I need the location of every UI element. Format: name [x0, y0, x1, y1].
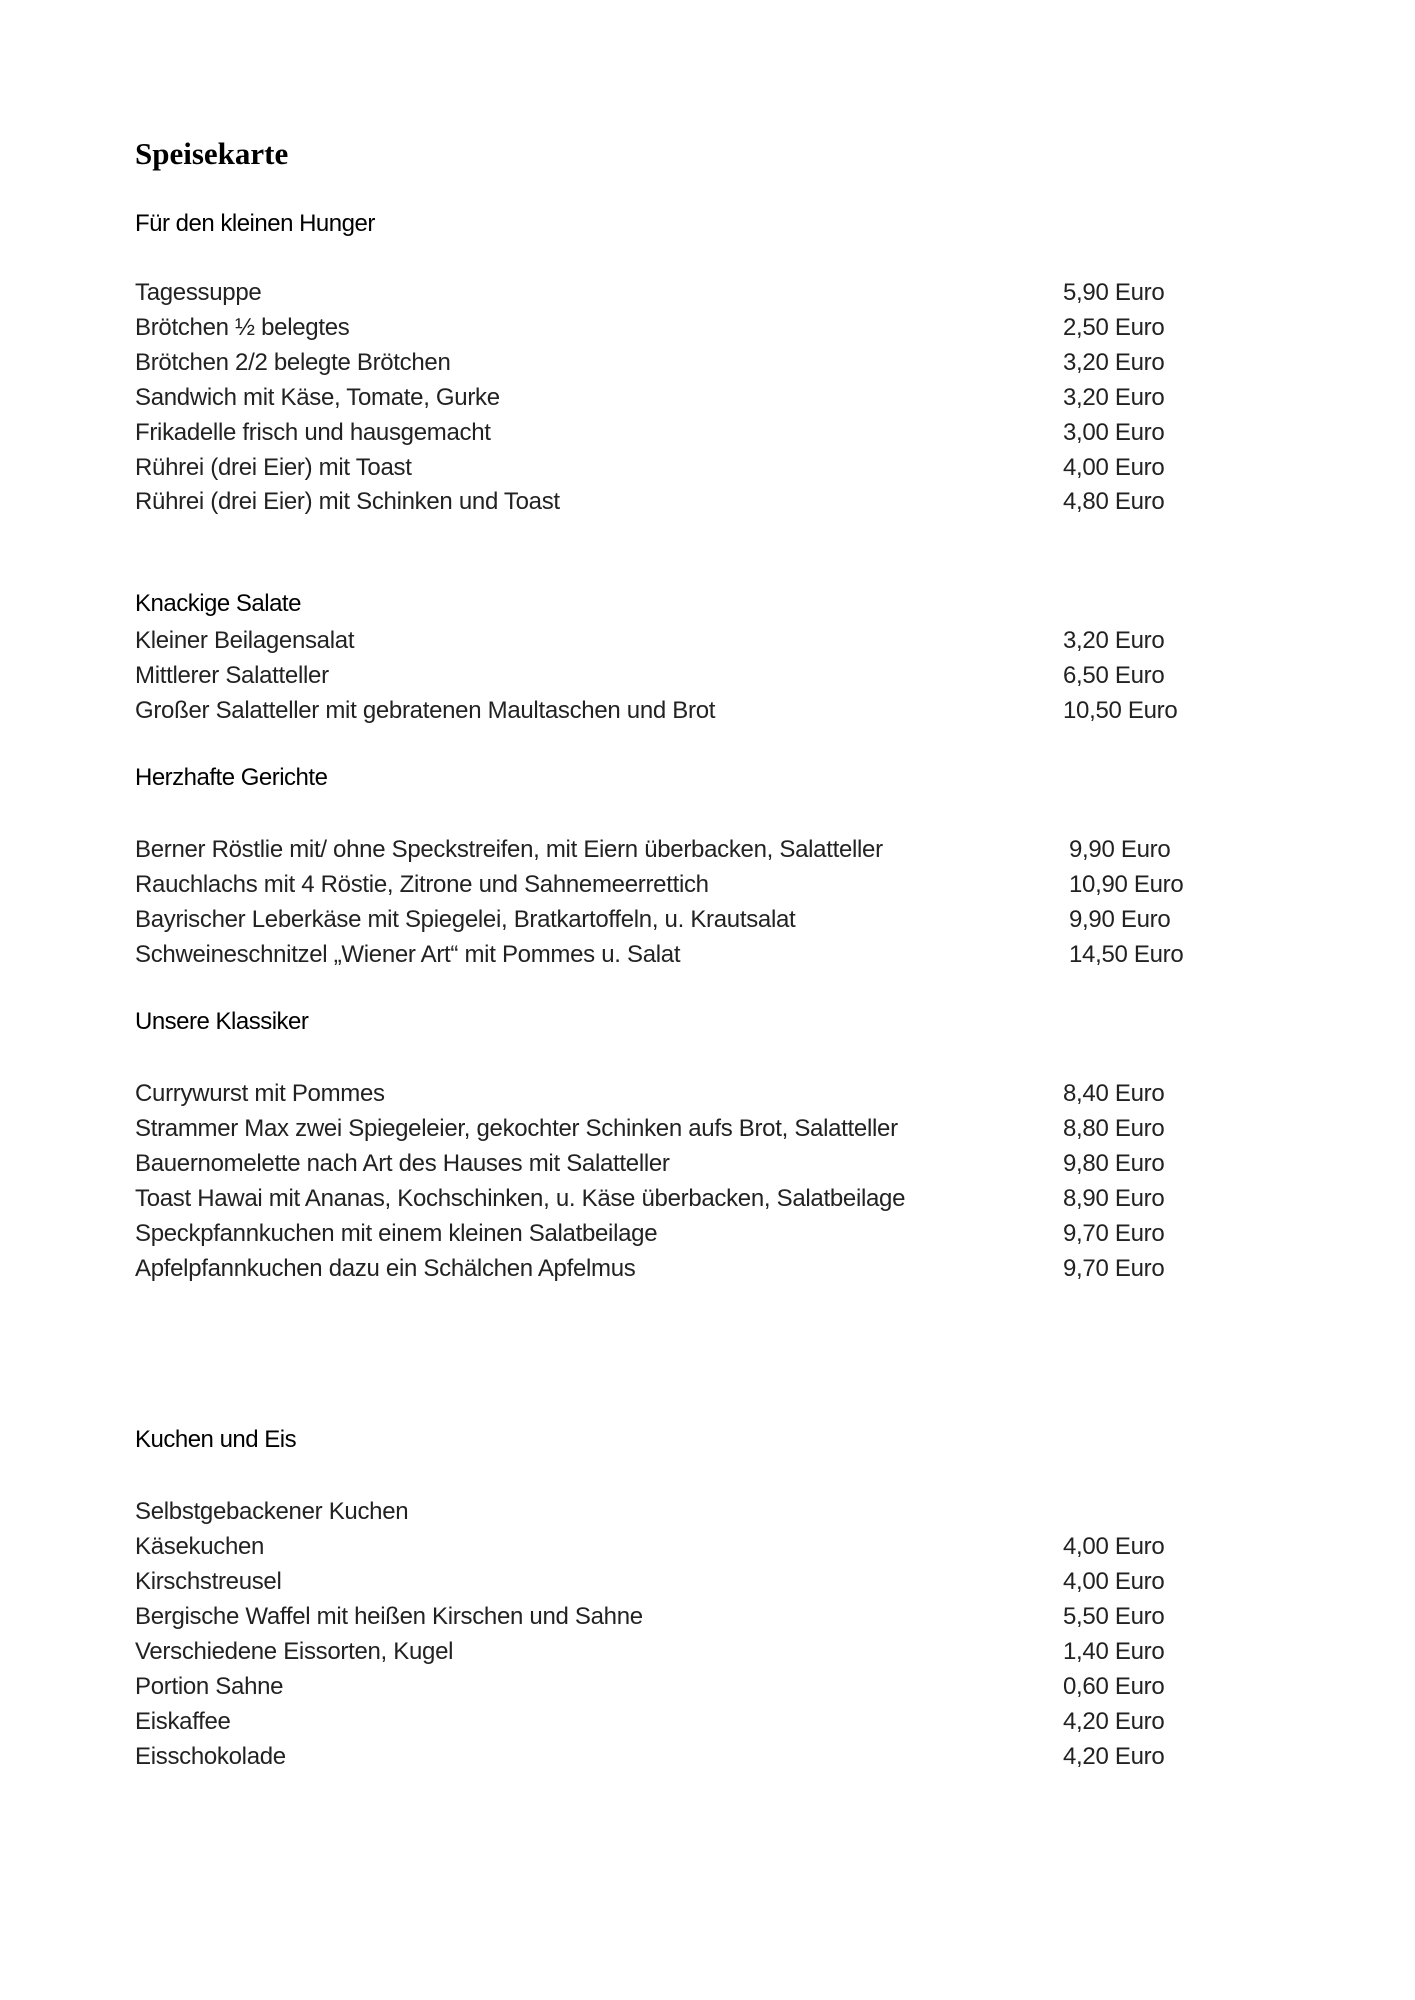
item-price: 0,60 Euro	[1063, 1673, 1165, 1700]
item-price: 3,20 Euro	[1063, 384, 1165, 411]
item-name: Eiskaffee	[135, 1708, 231, 1735]
menu-item	[135, 1076, 1285, 1111]
item-name: Mittlerer Salatteller	[135, 662, 329, 689]
menu-item	[135, 902, 1285, 937]
item-price: 4,20 Euro	[1063, 1708, 1165, 1735]
item-price: 5,90 Euro	[1063, 279, 1165, 306]
item-price: 6,50 Euro	[1063, 662, 1165, 689]
item-price: 10,90 Euro	[1069, 871, 1184, 898]
item-name: Strammer Max zwei Spiegeleier, gekochter Schinken aufs Brot, Salatteller	[135, 1115, 898, 1142]
menu-item	[135, 450, 1285, 485]
item-price: 8,90 Euro	[1063, 1185, 1165, 1212]
item-price: 9,70 Euro	[1063, 1255, 1165, 1282]
item-name: Selbstgebackener Kuchen	[135, 1498, 409, 1525]
item-price: 4,20 Euro	[1063, 1743, 1165, 1770]
item-price: 9,90 Euro	[1069, 906, 1171, 933]
item-price: 5,50 Euro	[1063, 1603, 1165, 1630]
menu-item	[135, 1216, 1285, 1251]
menu-item	[135, 1146, 1285, 1181]
item-price: 8,80 Euro	[1063, 1115, 1165, 1142]
menu-item	[135, 658, 1285, 693]
menu-item	[135, 1599, 1285, 1634]
item-price: 8,40 Euro	[1063, 1080, 1165, 1107]
menu-item	[135, 345, 1285, 380]
menu-item	[135, 867, 1285, 902]
item-name: Currywurst mit Pommes	[135, 1080, 385, 1107]
item-price: 9,90 Euro	[1069, 836, 1171, 863]
menu-item	[135, 380, 1285, 415]
menu-item	[135, 310, 1285, 345]
section-heading-herzhafte-gerichte: Herzhafte Gerichte	[135, 764, 328, 791]
menu-item	[135, 1111, 1285, 1146]
item-name: Großer Salatteller mit gebratenen Maultaschen und Brot	[135, 697, 716, 724]
item-name: Eisschokolade	[135, 1743, 286, 1770]
menu-item	[135, 832, 1285, 867]
menu-item	[135, 1251, 1285, 1286]
menu-item	[135, 1634, 1285, 1669]
item-name: Toast Hawai mit Ananas, Kochschinken, u. Käse überbacken, Salatbeilage	[135, 1185, 906, 1212]
item-price: 4,00 Euro	[1063, 454, 1165, 481]
item-name: Bergische Waffel mit heißen Kirschen und Sahne	[135, 1603, 643, 1630]
menu-item	[135, 1564, 1285, 1599]
menu-item	[135, 1494, 1285, 1529]
item-price: 2,50 Euro	[1063, 314, 1165, 341]
page-title: Speisekarte	[135, 136, 289, 171]
item-price: 9,70 Euro	[1063, 1220, 1165, 1247]
item-price: 4,80 Euro	[1063, 488, 1165, 515]
item-name: Verschiedene Eissorten, Kugel	[135, 1638, 454, 1665]
menu-item	[135, 484, 1285, 519]
item-name: Tagessuppe	[135, 279, 262, 306]
item-name: Brötchen ½ belegtes	[135, 314, 350, 341]
section-heading-kleiner-hunger: Für den kleinen Hunger	[135, 210, 375, 237]
item-name: Rührei (drei Eier) mit Toast	[135, 454, 412, 481]
item-name: Frikadelle frisch und hausgemacht	[135, 419, 491, 446]
item-name: Brötchen 2/2 belegte Brötchen	[135, 349, 451, 376]
section-heading-kuchen-und-eis: Kuchen und Eis	[135, 1426, 297, 1453]
item-name: Rührei (drei Eier) mit Schinken und Toast	[135, 488, 560, 515]
item-name: Speckpfannkuchen mit einem kleinen Salatbeilage	[135, 1220, 658, 1247]
item-name: Rauchlachs mit 4 Röstie, Zitrone und Sahnemeerrettich	[135, 871, 709, 898]
menu-item	[135, 937, 1285, 972]
item-name: Sandwich mit Käse, Tomate, Gurke	[135, 384, 500, 411]
menu-item	[135, 623, 1285, 658]
item-name: Apfelpfannkuchen dazu ein Schälchen Apfelmus	[135, 1255, 636, 1282]
menu-item	[135, 693, 1285, 728]
item-price: 3,00 Euro	[1063, 419, 1165, 446]
item-name: Portion Sahne	[135, 1673, 284, 1700]
menu-item	[135, 1181, 1285, 1216]
item-name: Berner Röstlie mit/ ohne Speckstreifen, mit Eiern überbacken, Salatteller	[135, 836, 883, 863]
item-name: Bayrischer Leberkäse mit Spiegelei, Bratkartoffeln, u. Krautsalat	[135, 906, 796, 933]
item-name: Käsekuchen	[135, 1533, 265, 1560]
item-name: Kirschstreusel	[135, 1568, 282, 1595]
item-price: 9,80 Euro	[1063, 1150, 1165, 1177]
item-price: 3,20 Euro	[1063, 627, 1165, 654]
section-heading-salate: Knackige Salate	[135, 590, 301, 617]
item-price: 4,00 Euro	[1063, 1533, 1165, 1560]
item-price: 14,50 Euro	[1069, 941, 1184, 968]
menu-item	[135, 1669, 1285, 1704]
item-name: Bauernomelette nach Art des Hauses mit Salatteller	[135, 1150, 670, 1177]
menu-item	[135, 275, 1285, 310]
menu-item	[135, 1704, 1285, 1739]
item-name: Schweineschnitzel „Wiener Art“ mit Pommes u. Salat	[135, 941, 681, 968]
section-heading-klassiker: Unsere Klassiker	[135, 1008, 309, 1035]
item-price: 3,20 Euro	[1063, 349, 1165, 376]
menu-item	[135, 1529, 1285, 1564]
item-price: 1,40 Euro	[1063, 1638, 1165, 1665]
item-price: 4,00 Euro	[1063, 1568, 1165, 1595]
menu-item	[135, 415, 1285, 450]
menu-item	[135, 1739, 1285, 1774]
item-price: 10,50 Euro	[1063, 697, 1178, 724]
item-name: Kleiner Beilagensalat	[135, 627, 355, 654]
